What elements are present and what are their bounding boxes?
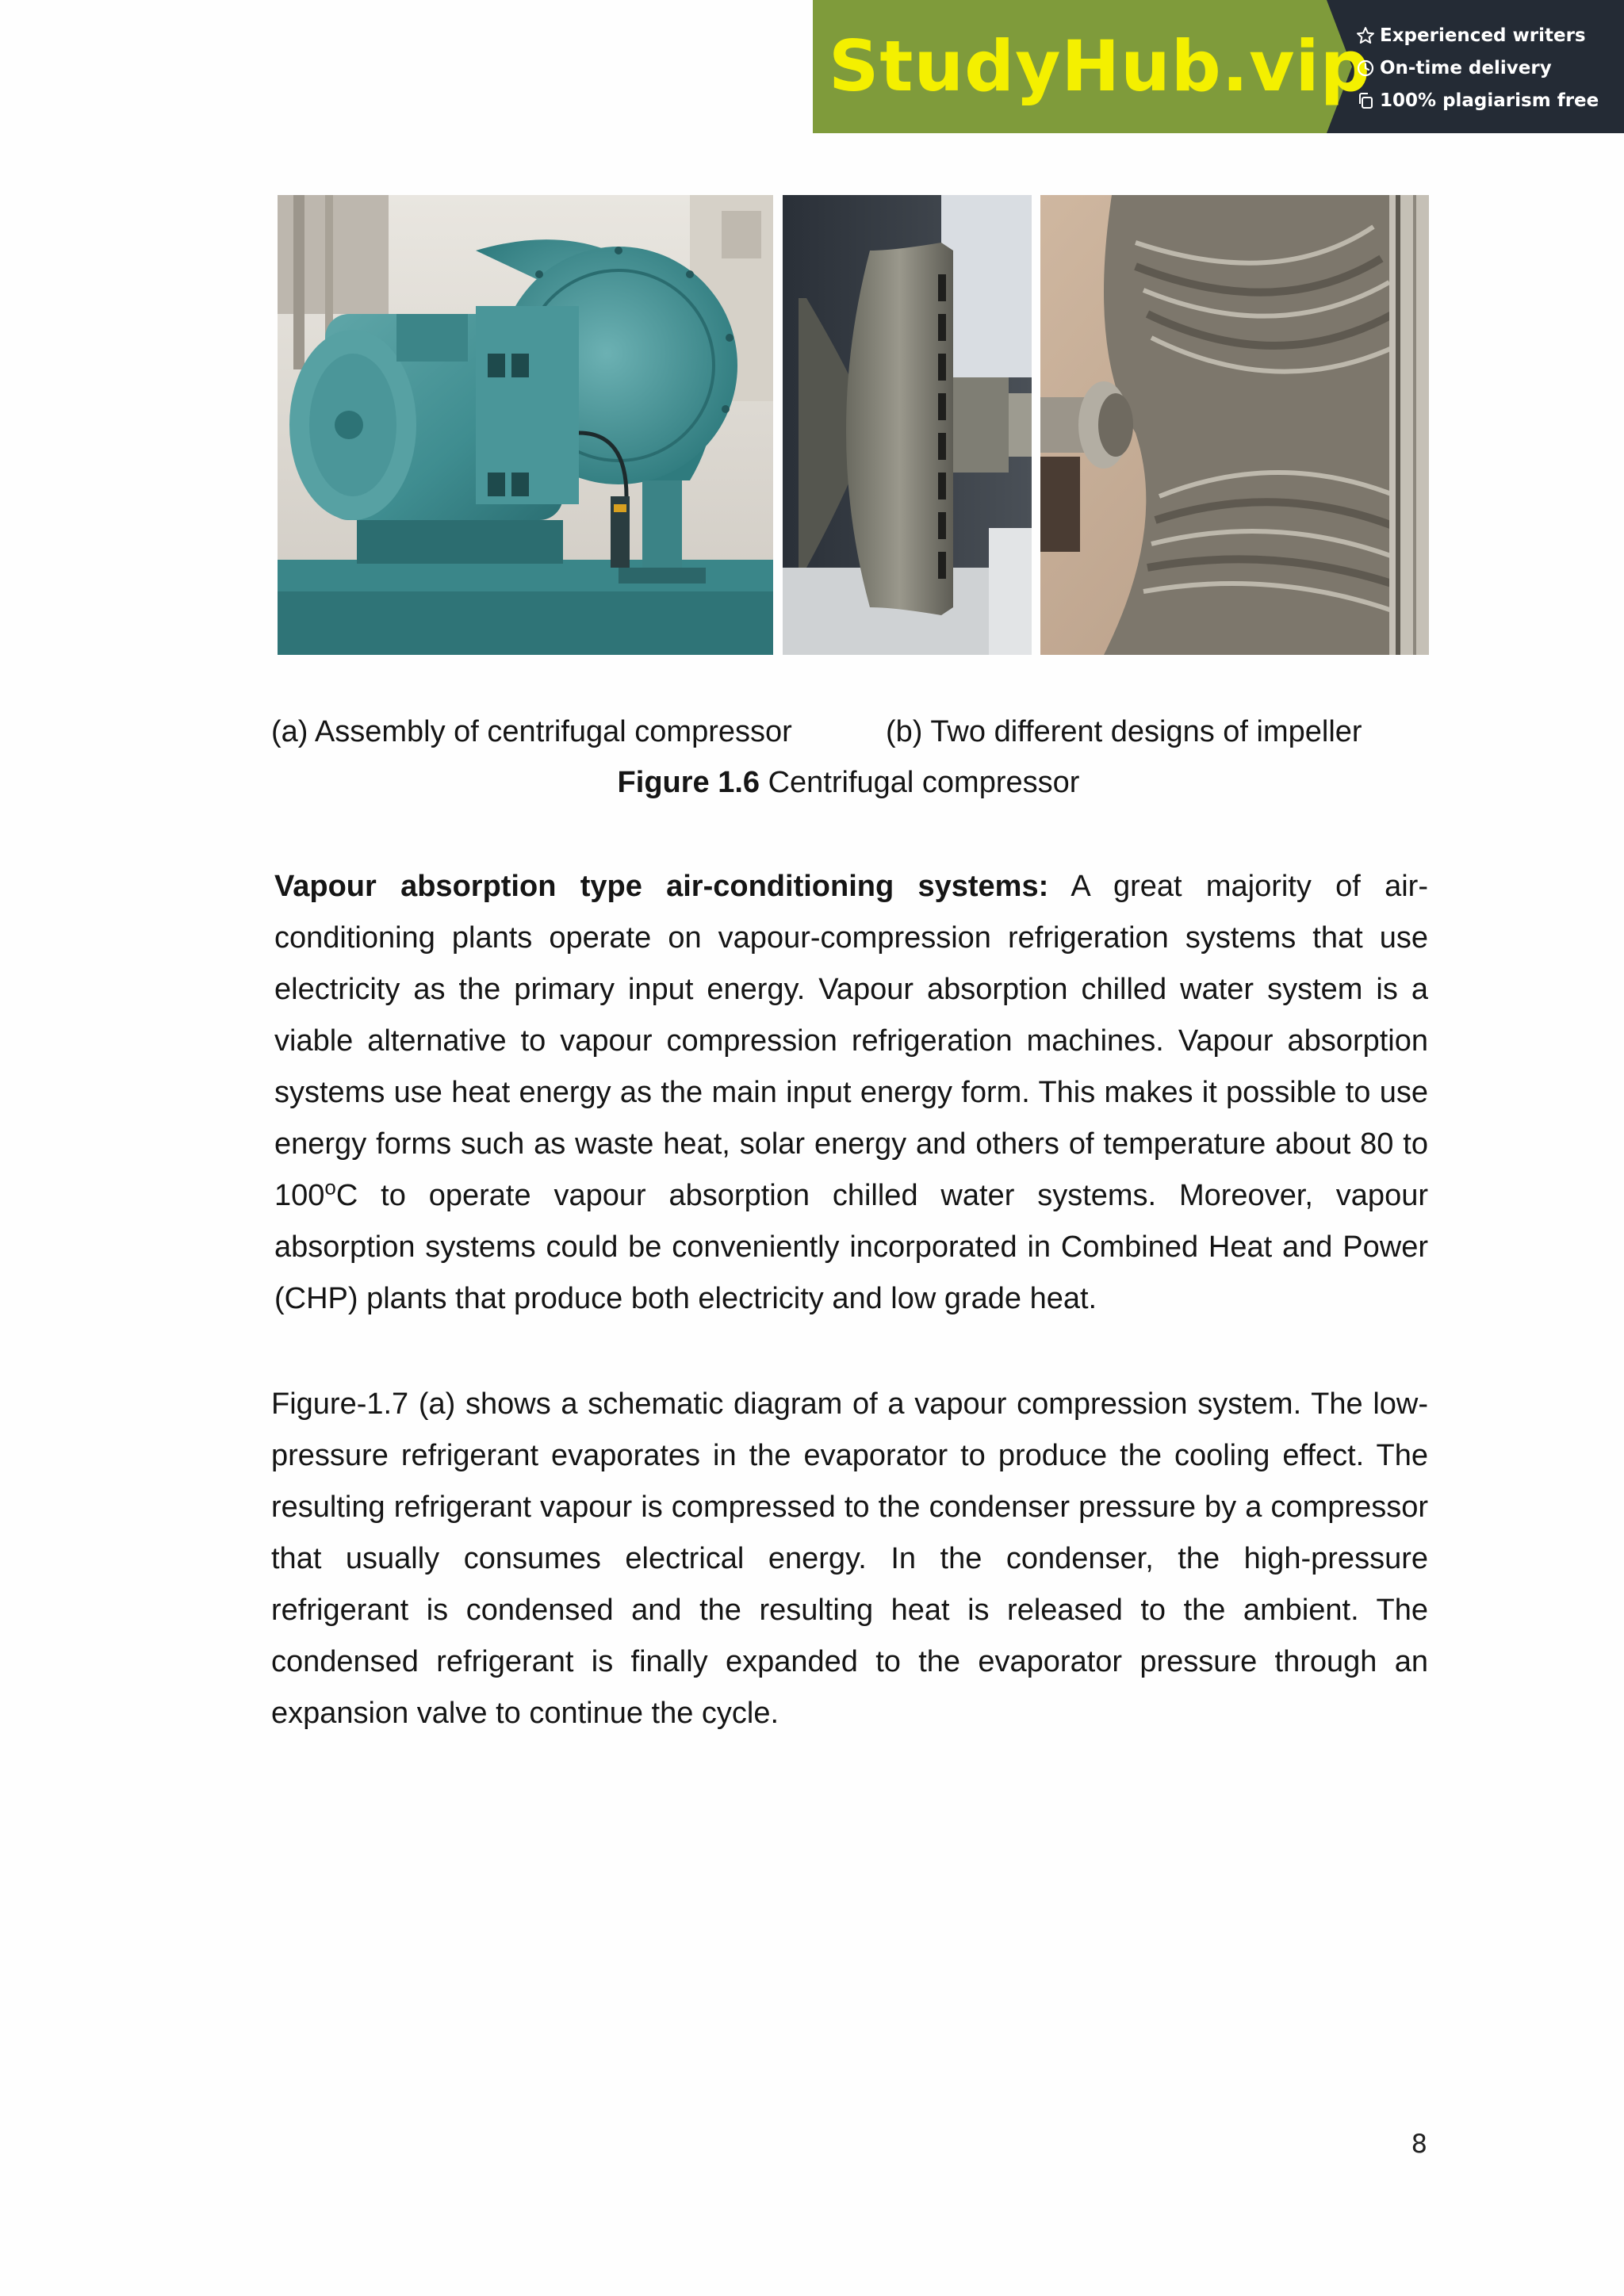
paragraph-vapour-absorption	[274, 861, 1428, 1325]
feature-label: 100% plagiarism free	[1380, 90, 1599, 111]
page-number: 8	[1411, 2129, 1427, 2159]
star-outline-icon	[1356, 26, 1375, 45]
figure-subcaptions	[271, 712, 1429, 752]
paragraph-body-part-2: C to operate vapour absorption chilled water systems. Moreover, vapour absorption systems could be conveniently incorporated in Combined Heat and Power (CHP) plants that produce both electricity and low grade heat.	[274, 1179, 1428, 1315]
paragraph-lead-heading: Vapour absorption type air-conditioning systems:	[274, 870, 1049, 903]
feature-label: On-time delivery	[1380, 57, 1552, 78]
studyhub-banner[interactable]	[813, 0, 1624, 133]
feature-experienced-writers	[1356, 19, 1618, 52]
brand-logo-text: StudyHub.vip	[829, 25, 1371, 107]
feature-label: Experienced writers	[1380, 25, 1586, 46]
clock-icon	[1356, 59, 1375, 78]
figure-centrifugal-compressor	[278, 195, 1429, 655]
subcaption-b: (b) Two different designs of impeller	[886, 715, 1362, 748]
feature-plagiarism-free	[1356, 84, 1618, 117]
figure-caption-text: Centrifugal compressor	[760, 766, 1080, 799]
subcaption-a: (a) Assembly of centrifugal compressor	[271, 715, 792, 748]
feature-on-time-delivery	[1356, 52, 1618, 84]
copy-icon	[1356, 91, 1375, 110]
photo-compressor-assembly	[278, 195, 773, 655]
paragraph-vapour-compression: Figure-1.7 (a) shows a schematic diagram of a vapour compression system. The low-pressure refrigerant evaporates in the evaporator to produce the cooling effect. The resulting refrigerant vapour is compressed to the condenser pressure by a compressor that usually consumes electrical energy. In the condenser, the high-pressure refrigerant is condensed and the resulting heat is released to the ambient. The condensed refrigerant is finally expanded to the evaporator pressure through an expansion valve to continue the cycle.	[271, 1387, 1428, 1730]
figure-caption-label: Figure 1.6	[617, 766, 760, 799]
paragraph-body-part-1: A great majority of air-conditioning plants operate on vapour-compression refrigeration systems that use electricity as the primary input energy. Vapour absorption chilled water system is a viable alternative to vapour compression refrigeration machines. Vapour absorption systems use heat energy as the main input energy form. This makes it possible to use energy forms such as waste heat, solar energy and others of temperature about 80 to 100	[274, 870, 1428, 1212]
banner-features	[1356, 19, 1618, 117]
degree-superscript: o	[324, 1175, 336, 1200]
photo-impeller-design-1	[783, 195, 1032, 655]
photo-impeller-design-2	[1040, 195, 1429, 655]
figure-caption	[0, 763, 1624, 802]
